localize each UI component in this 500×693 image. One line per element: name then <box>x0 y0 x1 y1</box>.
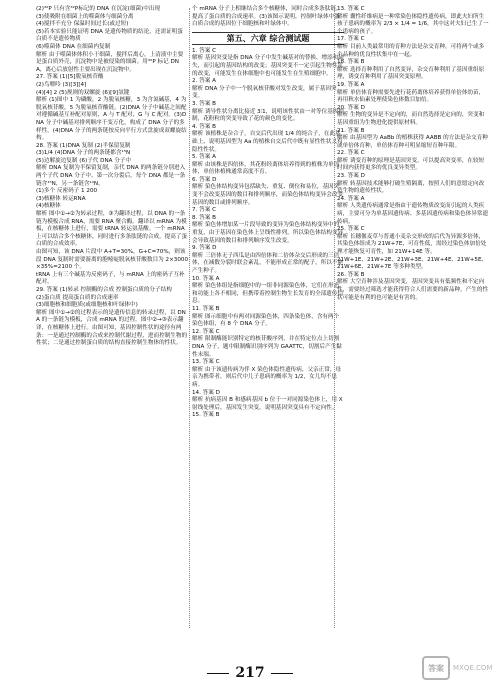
text-line: (3)1/4 (4)DNA 分子的两条链都含¹⁵N <box>36 150 131 157</box>
text-line: 解析 DNA 分子中一个脱氧核苷酸对发生改变，属于基因突变。 <box>192 85 337 100</box>
footer-dash <box>207 673 229 674</box>
text-line: (2)蛋白质 提高蛋白质的合成速率 <box>36 294 119 301</box>
text-line: 由图可知，该 DNA 片段中 A+T=30%，G+C=70%，则该段 DNA 复制时需要游离的胞嘧啶脱氧核苷酸数目为 2×3000×35%=2100 个。 <box>36 249 189 271</box>
text-line: 解析 单倍体育种需要先进行花药离体培养获得单倍体幼苗，再用秋水仙素处理使染色体数目加倍。 <box>337 89 485 104</box>
answer-line: 10. 答案 A <box>192 275 220 282</box>
column-divider <box>189 8 190 628</box>
text-line: (3)使吸附在细菌上的噬菌体与细菌分离 <box>36 13 134 20</box>
middle-column <box>192 6 344 420</box>
text-line: 解析 由于该遗传病为伴 X 染色体隐性遗传病，父亲正常，母亲为携带者，则后代中儿子患病的概率为 1/2，女儿均不患病。 <box>192 366 342 388</box>
text-line: 解析 抗病基因 B 和感病基因 b 位于一对同源染色体上，用 X 射线处理后，基因发生突变，说明基因突变具有不定向性。 <box>192 397 343 411</box>
answer-line: 4. 答案 B <box>192 123 216 130</box>
answer-line: 17. 答案 C <box>337 36 365 43</box>
text-line: (2)鸟嘌呤 (3)[3][4] <box>36 81 87 88</box>
text-line: (5)若本实验只能证明 DNA 是遗传物质的结论，还需证明蛋白质不是遗传物质 <box>36 28 183 43</box>
answer-line: 2. 答案 A <box>192 78 216 85</box>
text-line: 解析 人类遗传病通常是指由于遗传物质改变而引起的人类疾病，主要可分为单基因遗传病、多基因遗传病和染色体异常遗传病。 <box>337 203 489 225</box>
text-line: 解析 目前人类最常用的育种方法是杂交育种，可将两个或多个品种的优良性状集中在一起。 <box>337 43 485 58</box>
text-line: 解析 该植株是杂合子，自交后代出现 1/4 的纯合子，在此基础上，说明基因型为 Aa 的植株自交后代中既有显性性状又有隐性性状。 <box>192 131 343 153</box>
answer-line: 18. 答案 B <box>337 59 365 66</box>
text-line: 解析 图示细胞中有两对同源染色体，四条染色体，含有两个染色体组，有 8 个 DNA 分子。 <box>192 313 340 328</box>
footer-dash <box>271 673 293 674</box>
text-line: 解析 基因突变是指 DNA 分子中发生碱基对的替换、增添和缺失，而引起的基因结构的改变；基因突变不一定引起生物性状的改变，可能发生在体细胞中也可能发生在生殖细胞中。 <box>192 55 344 77</box>
text-line: (1)多个 反密码子 1 200 <box>36 188 98 195</box>
answer-line: 5. 答案 A <box>192 154 216 161</box>
text-line: tRNA 上有三个碱基为反密码子，与 mRNA 上的密码子互补配对。 <box>36 271 185 286</box>
watermark-badge: 答案 <box>422 656 450 680</box>
text-line: 解析 由该株是四倍体，其花粉经离体培养得到的植株为单倍体，单倍体植株通常高度不育。 <box>192 161 340 176</box>
text-line: (5)边解旋边复制 (6)子代 DNA 分子中 <box>36 157 132 164</box>
text-line: 解析 图中①→②为转录过程，③为翻译过程，以 DNA 的一条链为模板合成 RNA，需要 RNA 聚合酶。翻译以 mRNA 为模板，在核糖体上进行，需要 tRNA 转运氨基酸。一个 mRNA 上可以结合多个核糖体，同时进行多条肽链的合成，提高了蛋白质的合成效率。 <box>36 211 188 248</box>
answer-line: 6. 答案 D <box>192 176 217 183</box>
answer-line: 8. 答案 B <box>192 214 216 221</box>
answer-line: 11. 答案 B <box>192 305 220 312</box>
answer-line: 29. 答案 (1)转录 控制酶的合成 控制蛋白质的分子结构 <box>36 286 172 293</box>
left-column <box>36 6 188 348</box>
text-line: 解析 诱导性状分离比接近 3∶1，说明该性状由一对等位基因控制，花粉粒的突变导致了花的颜色的变化。 <box>192 108 344 123</box>
text-line: 解析 图中①→②的过程表示的是遗传信息的转录过程，以 DNA 的一条链为模板，合成 mRNA 的过程。图中②→③表示翻译，在核糖体上进行。由图可知，基因控制性状的途径有两条：一是通过控制酶的合成来控制代谢过程，进而控制生物的性状；二是通过控制蛋白质的结构直接控制生物体的性状。 <box>36 309 188 347</box>
text-line: (4)核糖体 <box>36 203 61 210</box>
answer-line: 27. 答案 (1)[5]脱氧核苷酸 <box>36 74 104 81</box>
answer-line: 13. 答案 C <box>337 6 365 12</box>
answer-line: 24. 答案 A <box>337 195 365 202</box>
right-column <box>337 6 489 302</box>
watermark-text: MXQE.COM <box>453 664 493 672</box>
answer-line: 13. 答案 C <box>192 359 220 366</box>
text-line: 解析 囊性纤维病是一种常染色体隐性遗传病，即此夫妇所生孩子患病的概率为 2/3 × 1/4 = 1/6，其中这对夫妇已生了一个患病的孩子。 <box>337 13 489 35</box>
text-line: 解析 (1)图中 1 为磷酸，2 为脱氧核糖，3 为含氮碱基，4 为脱氧核苷酸，5 为脱氧核苷酸链。(2)DNA 分子中碱基之间配对遵循碱基互补配对原则，A 与 T 配对，G 与 C 配对。(3)DNA 分子中碱基对排列顺序千变万化，构成了 DNA 分子的多样性。(4)DNA 分子的两条链按反向平行方式盘旋成双螺旋结构。 <box>36 97 187 142</box>
text-line: (3)核糖体 转运RNA <box>36 195 86 202</box>
text-line: (4)[4] 2 (5)规则的双螺旋 (6)[9]氢键 <box>36 89 130 96</box>
text-line: 解析 染色体增加某一片段导致的变异为染色体结构变异中的重复，由于基因在染色体上呈线性排列，所以染色体结构变异会导致基因的数目和排列顺序发生改变。 <box>192 222 344 244</box>
text-line: 解析 诱变育种的原理是基因突变，可以提高突变率，在较短时间内获得更多的优良变异类型。 <box>337 157 485 172</box>
text-line: 解析 选择育种利用了自然变异，杂交育种利用了基因重组原理，诱变育种利用了基因突变原理。 <box>337 66 485 81</box>
answer-line: 20. 答案 D <box>337 104 365 111</box>
text-line: (6)噬菌体 DNA 在细菌内复制 <box>36 43 111 50</box>
text-line: 解析 生物的变异是不定向的，而自然选择是定向的，突变和基因重组为生物进化提供原材料。 <box>337 112 485 126</box>
answer-line: 19. 答案 A <box>337 81 365 88</box>
answer-line: 21. 答案 B <box>337 127 365 134</box>
answer-line: 22. 答案 C <box>337 150 365 157</box>
answer-line: 9. 答案 D <box>192 245 217 252</box>
answer-line: 14. 答案 D <box>192 389 220 396</box>
text-line: 解析 染色体结构变异包括缺失、重复、倒位和易位，基因突变不会改变基因的数目和排列顺序，而染色体结构变异会改变基因的数目或排列顺序。 <box>192 184 344 206</box>
text-line: 个 mRNA 分子上相继结合多个核糖体，同时合成多条肽链，提高了蛋白质的合成速率。(3)该图示说明，控制叶绿体中蛋白质合成的基因位于细胞核和叶绿体中。 <box>192 6 342 28</box>
answer-line: 23. 答案 D <box>337 173 365 180</box>
answer-line: 3. 答案 B <box>192 100 216 107</box>
text-line: 解析 染色体组是指细胞中的一组非同源染色体，它们在形态和功能上各不相同，但携带着控制生物生长发育的全部遗传信息。 <box>192 283 344 305</box>
text-line: 解析 限制酶能识别特定的核苷酸序列，并在特定位点上切割 DNA 分子，题中限制酶识别序列为 GAATTC，切割后产生黏性末端。 <box>192 336 342 358</box>
text-line: 解析 由于噬菌体体积小于细菌，搅拌后离心，上清液中主要是蛋白质外壳，沉淀物中是被侵染的细菌。用³²P 标记 DNA，离心后放射性主要出现在沉淀物中。 <box>36 51 184 73</box>
section-title: 第五、六章 综合测试题 <box>192 32 344 45</box>
answer-line: 28. 答案 (1)DNA 复制 (2)半保留复制 <box>36 142 131 149</box>
text-line: 解析 转基因技术能够打破生殖隔离，按照人们的意愿定向改造生物的遗传性状。 <box>337 180 485 195</box>
text-line: 21W+1E、21W+2E、21W+3E、21W+4E、21W+5E、21W+6E、21W+7E 等多种类型。 <box>337 256 488 271</box>
text-line: (4)搅拌不充分 保温时间过长(或过短) <box>36 21 129 28</box>
text-line: 解析 大空育种涉及基因突变，基因突变具有低频性和不定向性，需要经过筛选才能获得符合人们需要的新品种，产生的性状可能是有利的也可能是有害的。 <box>337 279 489 301</box>
answer-line: 7. 答案 C <box>192 207 216 214</box>
text-line: (3)细胞核和细胞质(或细胞核和叶绿体中) <box>36 302 138 309</box>
text-line: (2)³²P 只有含³²P标记的 DNA 在沉淀(细菌)中出现 <box>36 6 160 12</box>
text-line: 解析 三倍体无子西瓜是由四倍体和二倍体杂交后形成的三倍体，在减数分裂时联会紊乱，不能形成正常的配子，所以不能产生种子。 <box>192 252 344 274</box>
answer-line: 26. 答案 B <box>337 271 365 278</box>
page-number: 217 <box>235 665 265 681</box>
text-line: 解析 由基因型为 AaBb 的植株获得 AABB 的方法是杂交育种或单倍体育种，单倍体育种可明显缩短育种年限。 <box>337 135 488 149</box>
answer-line: 12. 答案 C <box>192 328 220 335</box>
answer-line: 25. 答案 C <box>337 226 365 233</box>
text-line: 解析 DNA 复制为半保留复制，亲代 DNA 的两条链分别进入两个子代 DNA 分子中。第一次分裂后，每个 DNA 都是一条链含¹⁵N，另一条链含¹⁴N。 <box>36 165 186 187</box>
answer-line: 15. 答案 B <box>192 412 220 419</box>
text-line: 解析 长穗偃麦草与普通小麦杂交形成的后代为异源多倍体，其染色体组成为 21W+7E，可育性低，需经过染色体加倍处理才能恢复可育性，如 21W+14E 等。 <box>337 233 487 255</box>
column-divider <box>334 8 335 628</box>
answer-line: 1. 答案 C <box>192 47 216 54</box>
site-watermark <box>422 655 494 681</box>
